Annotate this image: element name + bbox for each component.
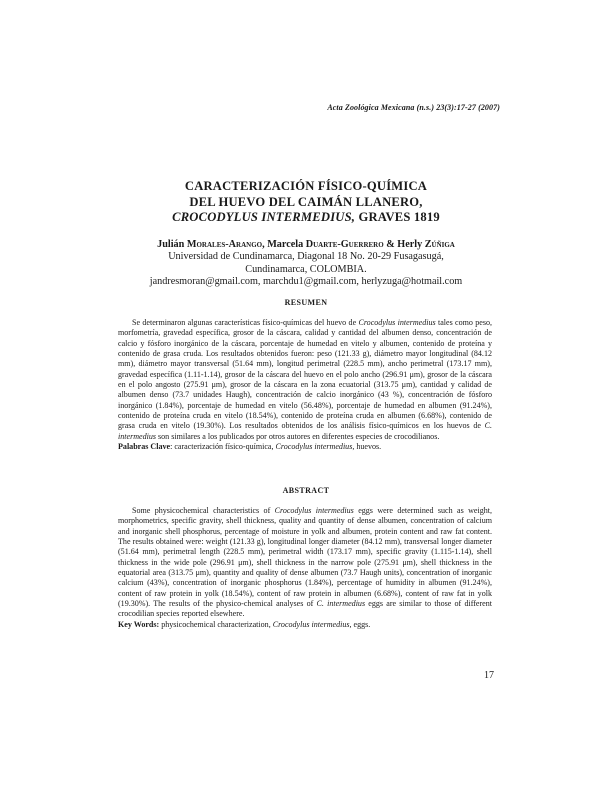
- abstract-body: [118, 506, 492, 630]
- palabras-clave-label: Palabras Clave: [118, 442, 171, 452]
- palabras-clave-text-1: : caracterización físico-química,: [170, 442, 276, 452]
- abstract-species-2: C. intermedius: [316, 599, 366, 609]
- title-line-1: CARACTERIZACIÓN FÍSICO-QUÍMICA: [184, 179, 428, 193]
- author-2-last: Duarte-Guerrero: [305, 239, 384, 250]
- author-separator-2: & Herly: [383, 239, 425, 250]
- resumen-text-1: Se determinaron algunas características físico-químicas del huevo de: [132, 318, 359, 327]
- resumen-text-3: son similares a los publicados por otros autores en diferentes especies de crocodilianos.: [156, 431, 440, 441]
- key-words-species: Crocodylus intermedius: [272, 619, 350, 629]
- article-title: [0, 179, 612, 226]
- title-line-2: DEL HUEVO DEL CAIMÁN LLANERO,: [189, 194, 423, 209]
- title-species: CROCODYLUS INTERMEDIUS,: [172, 210, 356, 225]
- abstract-text-1: Some physicochemical characteristics of: [132, 506, 275, 515]
- page-number: 17: [484, 670, 494, 681]
- key-words: [118, 620, 492, 630]
- resumen-species-1: Crocodylus intermedius: [358, 318, 436, 327]
- key-words-text-2: , eggs.: [349, 619, 371, 629]
- palabras-clave-text-2: , huevos.: [352, 442, 382, 452]
- author-block: [0, 239, 612, 289]
- affiliation-line-1: Universidad de Cundinamarca, Diagonal 18 No. 20-29 Fusagasugá,: [168, 251, 444, 263]
- resumen-text: [118, 318, 492, 442]
- resumen-body: [118, 318, 492, 452]
- title-line-3: [0, 210, 612, 226]
- author-emails: jandresmoran@gmail.com, marchdu1@gmail.com, herlyzuga@hotmail.com: [149, 276, 463, 288]
- key-words-label: Key Words:: [118, 619, 160, 629]
- palabras-clave: [118, 442, 492, 452]
- author-separator-1: , Marcela: [262, 239, 306, 250]
- abstract-text-3: eggs are similar to those of different crocodilian species reported elsewhere.: [118, 599, 492, 619]
- author-3-last: Zúñiga: [424, 239, 455, 250]
- resumen-text-2: tales como peso, morfometría, gravedad específica, grosor de la cáscara, calidad y cantidad del albumen denso, concentración de calcio y fósforo inorgánico de la cáscara, porcentaje de humedad en vitelo y albumen, contenido de proteína y contenido de grasa cruda. Los resultados obtenidos fueron: peso (121.33 g), diámetro mayor longitudinal (84.12 mm), diámetro mayor transversal (51.64 mm), longitud perimetral (228.5 mm), ancho perimetral (173.17 mm), gravedad específica (1.11-1.14), grosor de la cáscara del huevo en el polo ancho (296.91 μm), grosor de la cáscara en el polo angosto (275.91 μm), grosor de la cáscara en la zona ecuatorial (313.75 μm), cantidad y calidad de albumen denso (73.7 unidades Haugh), concentración de calcio inorgánico (43 %), concentración de fósforo inorgánico (1.84%), porcentaje de humedad en vitelo (56.48%), porcentaje de humedad en albumen (91.24%), contenido de proteína cruda en vitelo (18.54%), contenido de proteína cruda en albumen (6.68%), contenido de grasa cruda en vitelo (19.30%). Los resultados obtenidos de los análisis físico-químicos en los huevos de: [118, 318, 493, 431]
- key-words-text-1: physicochemical characterization,: [159, 619, 273, 629]
- affiliation-line-2: Cundinamarca, COLOMBIA.: [245, 263, 367, 275]
- resumen-heading: RESUMEN: [284, 298, 328, 307]
- abstract-heading: ABSTRACT: [282, 486, 330, 495]
- abstract-text-2: eggs were determined such as weight, morphometrics, specific gravity, shell thickness, quality and quantity of dense albumen, concentration of calcium and inorganic shell phosphorus, percentage of moisture in yolk and albumen, protein content and raw fat content. The results obtained were: weight (121.33 g), longitudinal longer diameter (84.12 mm), transversal longer diameter (51.64 mm), perimetral length (228.5 mm), perimetral width (173.17 mm), specific gravity (1.115-1.14), shell thickness in the wide pole (296.91 μm), shell thickness in the narrow pole (275.91 μm), shell thickness in the equatorial area (313.75 μm), quantity and quality of dense albumen (73.7 Haugh units), concentration of inorganic calcium (43%), concentration of inorganic phosphorus (1.84%), percentage of humidity in albumen (91.24%), content of raw protein in yolk (18.54%), content of raw protein in albumen (6.68%), content of raw fat in yolk (19.30%). The results of the physico-chemical analyses of: [118, 506, 493, 609]
- resumen-species-2: C. intermedius: [118, 421, 492, 441]
- abstract-text: [118, 506, 492, 620]
- journal-citation: Acta Zoológica Mexicana (n.s.) 23(3):17-27 (2007): [327, 103, 500, 112]
- author-1-first: Julián: [157, 239, 187, 250]
- title-authority: GRAVES 1819: [355, 210, 440, 225]
- palabras-clave-species: Crocodylus intermedius: [275, 442, 353, 452]
- author-1-last: Morales-Arango: [186, 239, 263, 250]
- author-names: [0, 239, 612, 251]
- abstract-species-1: Crocodylus intermedius: [274, 506, 354, 515]
